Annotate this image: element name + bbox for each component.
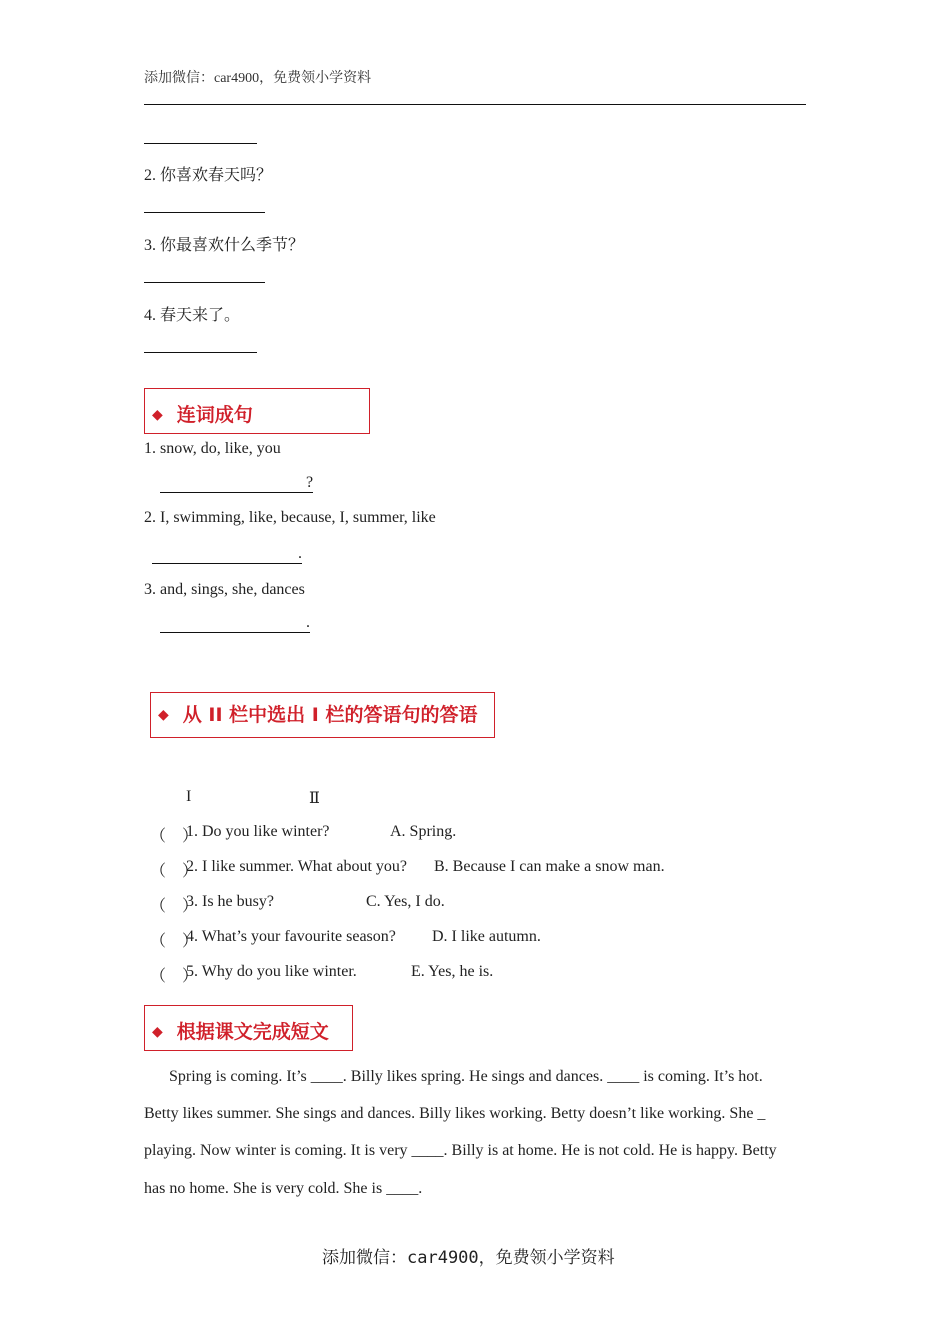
sentence-answer-2 (152, 545, 302, 564)
answer-underline (152, 545, 298, 564)
section-title-text: 从 II 栏中选出 I 栏的答语句的答语 (182, 704, 478, 726)
match-question-3: 3. Is he busy? (186, 893, 274, 910)
answer-paren: （ ） (150, 898, 199, 915)
diamond-icon: ◆ (158, 707, 169, 723)
sentence-words-3: 3. and, sings, she, dances (144, 581, 305, 598)
answer-paren: （ ） (150, 933, 199, 950)
match-question-5: 5. Why do you like winter. (186, 963, 357, 980)
sentence-answer-3 (160, 614, 310, 633)
match-row-3 (150, 893, 199, 916)
column-header-2: Ⅱ (309, 790, 320, 807)
section-title-matching (158, 700, 477, 727)
match-answer-b: B. Because I can make a snow man. (434, 858, 665, 875)
answer-blank-1 (144, 143, 257, 144)
column-header-1: I (186, 788, 192, 805)
passage-line-1: Spring is coming. It’s ____. Billy likes spring. He sings and dances. ____ is coming. It’s hot. (169, 1068, 763, 1085)
sentence-answer-1 (160, 474, 313, 493)
answer-paren: （ ） (150, 828, 199, 845)
match-question-2: 2. I like summer. What about you? (186, 858, 407, 875)
answer-blank-4 (144, 352, 257, 353)
page-footer: 添加微信：car4900，免费领小学资料 (322, 1248, 615, 1268)
match-question-4: 4. What’s your favourite season? (186, 928, 396, 945)
match-row-5 (150, 963, 199, 986)
header-rule (144, 104, 806, 105)
section-title-passage (152, 1017, 329, 1044)
diamond-icon: ◆ (152, 407, 163, 423)
match-row-2 (150, 858, 199, 881)
passage-line-2: Betty likes summer. She sings and dances. Billy likes working. Betty doesn’t like working. She _ (144, 1105, 766, 1122)
diamond-icon: ◆ (152, 1024, 163, 1040)
translate-item-2: 2. 你喜欢春天吗？ (144, 167, 273, 184)
section-title-text: 连词成句 (176, 404, 253, 426)
match-answer-d: D. I like autumn. (432, 928, 541, 945)
passage-line-4: has no home. She is very cold. She is ____. (144, 1180, 423, 1197)
answer-paren: （ ） (150, 968, 199, 985)
passage-line-3: playing. Now winter is coming. It is very ____. Billy is at home. He is not cold. He is happy. Betty (144, 1142, 777, 1159)
translate-item-4: 4. 春天来了。 (144, 307, 241, 324)
sentence-end-mark: . (306, 614, 310, 631)
answer-blank-3 (144, 282, 265, 283)
sentence-end-mark: . (298, 545, 302, 562)
answer-blank-2 (144, 212, 265, 213)
match-answer-a: A. Spring. (390, 823, 457, 840)
answer-underline (160, 474, 306, 493)
match-row-1 (150, 823, 199, 846)
sentence-end-mark: ? (306, 474, 314, 491)
translate-item-3: 3. 你最喜欢什么季节？ (144, 237, 305, 254)
match-answer-e: E. Yes, he is. (411, 963, 494, 980)
section-title-sentence-building (152, 400, 253, 427)
sentence-words-1: 1. snow, do, like, you (144, 440, 281, 457)
match-question-1: 1. Do you like winter? (186, 823, 330, 840)
sentence-words-2: 2. I, swimming, like, because, I, summer, like (144, 509, 436, 526)
match-row-4 (150, 928, 199, 951)
section-title-text: 根据课文完成短文 (176, 1021, 329, 1043)
answer-paren: （ ） (150, 863, 199, 880)
page-header: 添加微信：car4900，免费领小学资料 (144, 71, 372, 86)
answer-underline (160, 614, 306, 633)
match-answer-c: C. Yes, I do. (366, 893, 445, 910)
